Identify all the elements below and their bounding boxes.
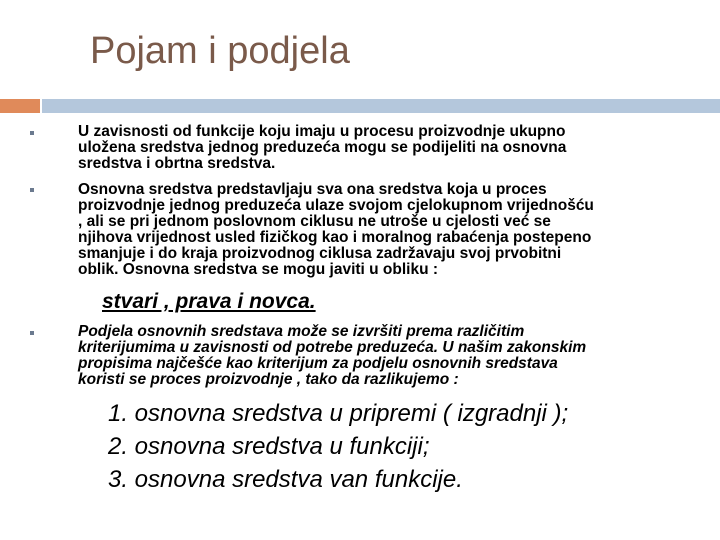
- text-line: , ali se pri jednom poslovnom ciklusu ne utroše u cjelosti već se: [78, 213, 551, 230]
- text-line: njihova vrijednost usled fizičkog kao i moralnog rabaćenja postepeno: [78, 229, 592, 246]
- text-line: kriterijumima u zavisnosti od potrebe preduzeća. U našim zakonskim: [78, 339, 587, 356]
- page-title: Pojam i podjela: [90, 30, 350, 72]
- bullet-marker: [30, 131, 34, 135]
- header-bar: [42, 99, 720, 113]
- bullet-paragraph-2: [78, 182, 698, 278]
- bullet-marker: [30, 188, 34, 192]
- bullet-paragraph-3: [78, 324, 698, 388]
- bullet-paragraph-1: [78, 124, 698, 172]
- emphasis-text: stvari , prava i novca.: [102, 290, 316, 313]
- text-line: uložena sredstva jednog preduzeća mogu se podijeliti na osnovna: [78, 139, 567, 156]
- accent-bar: [0, 99, 40, 113]
- list-item-1: 1. osnovna sredstva u pripremi ( izgradnji );: [108, 400, 569, 427]
- list-item-2: 2. osnovna sredstva u funkciji;: [108, 433, 430, 460]
- text-line: U zavisnosti od funkcije koju imaju u procesu proizvodnje ukupno: [78, 123, 566, 140]
- bullet-marker: [30, 331, 34, 335]
- text-line: propisima najčešće kao kriterijum za podjelu osnovnih sredstava: [78, 355, 558, 372]
- text-line: proizvodnje jednog preduzeća ulaze svojom cjelokupnom vrijednošću: [78, 197, 594, 214]
- text-line: oblik. Osnovna sredstva se mogu javiti u obliku :: [78, 261, 439, 278]
- text-line: koristi se proces proizvodnje , tako da razlikujemo :: [78, 371, 459, 388]
- text-line: Podjela osnovnih sredstava može se izvršiti prema različitim: [78, 323, 525, 340]
- text-line: Osnovna sredstva predstavljaju sva ona sredstva koja u proces: [78, 181, 547, 198]
- text-line: sredstva i obrtna sredstva.: [78, 155, 276, 172]
- text-line: smanjuje i do kraja proizvodnog ciklusa zadržavaju svoj prvobitni: [78, 245, 562, 262]
- list-item-3: 3. osnovna sredstva van funkcije.: [108, 466, 463, 493]
